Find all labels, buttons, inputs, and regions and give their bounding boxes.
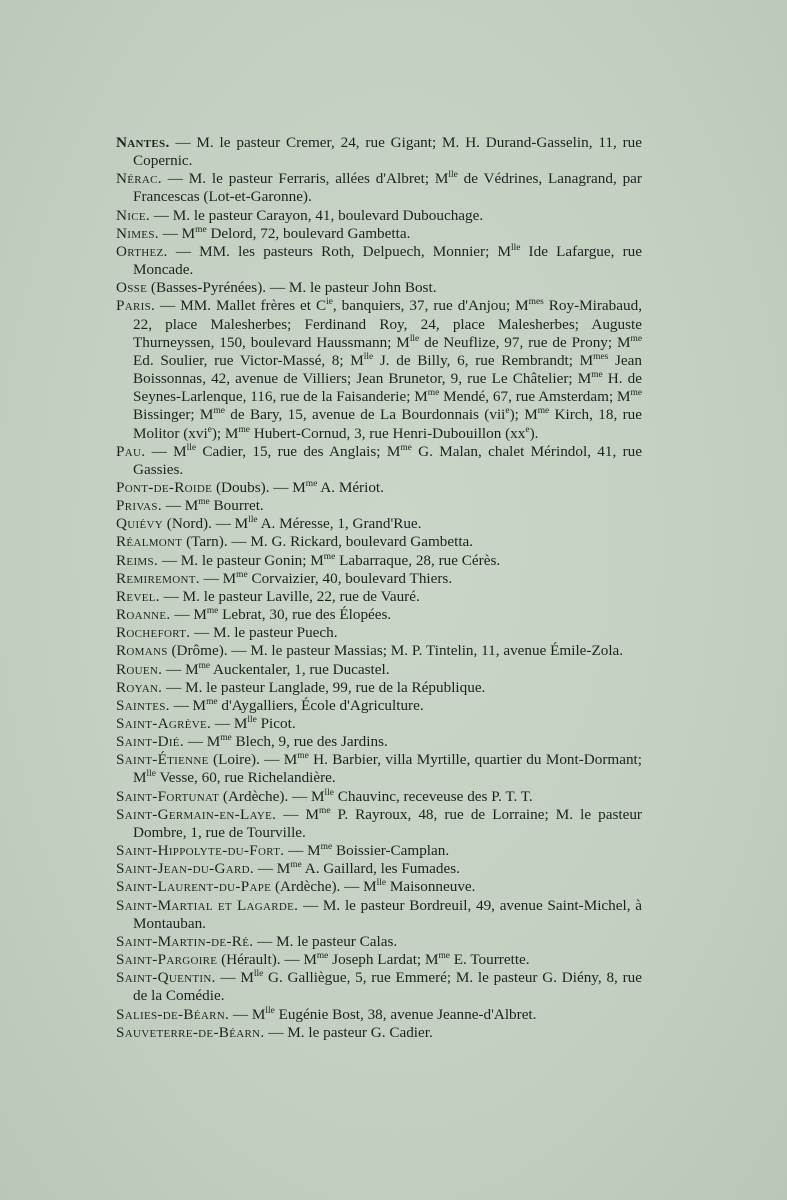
list-item — [116, 225, 642, 243]
entry-text: — M. le pasteur Langlade, 99, rue de la République. — [162, 678, 486, 696]
entry-text: (Ardèche). — $M^{lle}$ Maisonneuve. — [271, 878, 476, 896]
list-item — [116, 679, 642, 697]
place-name: Saint-Dié. — [116, 733, 184, 751]
entry-text: — $M^{lle}$ Cadier, 15, rue des Anglais; $M^{me}$ G. Malan, chalet Mérindol, 41, rue Gassies. — [133, 442, 642, 478]
list-item — [116, 806, 642, 842]
list-item — [116, 1006, 642, 1024]
place-name: Sauveterre-de-Béarn. — [116, 1023, 265, 1041]
entry-text: — $M^{me}$ Lebrat, 30, rue des Élopées. — [170, 606, 392, 624]
place-name: Saint-Germain-en-Laye. — [116, 805, 277, 823]
entry-text: — MM. Mallet frères et $C^{ie}$, banquiers, 37, rue d'Anjou; $M^{mes}$ Roy-Mirabaud, 22, place Malesherbes; Ferdinand Roy, 24, place Malesherbes; Auguste Thurneyssen, 150, boulevard Haussmann; $M^{lle}$ de Neuflize, 97, rue de Prony; $M^{me}$ Ed. Soulier, rue Victor-Massé, 8; $M^{lle}$ J. de Billy, 6, rue Rembrandt; $M^{mes}$ Jean Boissonnas, 42, avenue de Villiers; Jean Brunetor, 9, rue Le Châtelier; $M^{me}$ H. de Seynes-Larlenque, 116, rue de la Faisanderie; $M^{me}$ Mendé, 67, rue Amsterdam; $M^{me}$ Bissinger; $M^{me}$ de Bary, 15, avenue de La Bourdonnais (vii$^e$); $M^{me}$ Kirch, 18, rue Molitor (xvi$^e$); $M^{me}$ Hubert-Cornud, 3, rue Henri-Dubouillon $(xx^e)$. — [133, 297, 642, 442]
list-item — [116, 552, 642, 570]
list-item — [116, 624, 642, 642]
place-name: Remiremont. — [116, 569, 200, 587]
place-name: Réalmont — [116, 533, 183, 551]
place-name: Paris. — [116, 297, 156, 315]
list-item — [116, 642, 642, 660]
place-name: Pont-de-Roide — [116, 478, 213, 496]
list-item — [116, 878, 642, 896]
place-name: Saint-Martial et Lagarde. — [116, 896, 299, 914]
entry-text: — $M^{me}$ Corvaizier, 40, boulevard Thiers. — [199, 569, 453, 587]
list-item — [116, 443, 642, 479]
place-name: Saint-Martin-de-Ré. — [116, 932, 254, 950]
place-name: Nantes. — [116, 134, 170, 151]
place-name: Saint-Jean-du-Gard. — [116, 860, 254, 878]
entry-text: — M. le pasteur Laville, 22, rue de Vauré. — [159, 587, 420, 605]
entry-text: (Doubs). — $M^{me}$ A. Mériot. — [212, 478, 384, 496]
place-name: Reims. — [116, 551, 159, 569]
place-name: Saint-Agrève. — [116, 715, 212, 732]
entry-text: (Tarn). — M. G. Rickard, boulevard Gambetta. — [182, 533, 474, 551]
entry-text: — $M^{me}$ Blech, 9, rue des Jardins. — [183, 733, 388, 751]
entry-text: — M. le pasteur Puech. — [190, 624, 338, 642]
place-name: Nice. — [116, 206, 150, 224]
place-name: Saint-Fortunat — [116, 787, 220, 805]
entry-text: — $M^{lle}$ Picot. — [211, 714, 296, 732]
place-name: Rochefort. — [116, 624, 191, 642]
list-item — [116, 297, 642, 442]
place-name: Saint-Étienne — [116, 751, 209, 769]
place-name: Nérac. — [116, 170, 162, 188]
entry-text: (Loire). — $M^{me}$ H. Barbier, villa Myrtille, quartier du Mont-Dormant; $M^{lle}$ Vesse, 60, rue Richelandière. — [133, 751, 642, 787]
list-item — [116, 479, 642, 497]
place-name: Osse — [116, 279, 148, 297]
place-name: Salies-de-Béarn. — [116, 1005, 230, 1023]
list-item — [116, 897, 642, 933]
list-item — [116, 134, 642, 170]
entry-text: (Ardèche). — $M^{lle}$ Chauvinc, receveuse des P. T. T. — [219, 787, 533, 805]
place-name: Quiévy — [116, 515, 163, 533]
place-name: Saint-Quentin. — [116, 969, 216, 987]
entry-text: — $M^{me}$ Boissier-Camplan. — [284, 842, 450, 860]
place-name: Saint-Laurent-du-Pape — [116, 878, 272, 896]
list-item — [116, 497, 642, 515]
list-item — [116, 969, 642, 1005]
place-name: Saintes. — [116, 696, 170, 714]
list-item — [116, 1024, 642, 1042]
entry-text: (Nord). — $M^{lle}$ A. Méresse, 1, Grand'Rue. — [162, 515, 422, 533]
entry-text: — M. le pasteur Ferraris, allées d'Albret; $M^{lle}$ de Védrines, Lanagrand, par Francescas (Lot-et-Garonne). — [133, 170, 642, 206]
list-item — [116, 733, 642, 751]
entry-text: — M. le pasteur Gonin; $M^{me}$ Labarraque, 28, rue Cérès. — [158, 551, 501, 569]
list-item — [116, 588, 642, 606]
list-item — [116, 951, 642, 969]
entry-list — [116, 134, 642, 1042]
list-item — [116, 243, 642, 279]
entry-text: — $M^{me}$ Bourret. — [161, 497, 264, 515]
list-item — [116, 170, 642, 206]
list-item — [116, 788, 642, 806]
place-name: Privas. — [116, 497, 162, 515]
entry-text: — $M^{me}$ d'Aygalliers, École d'Agriculture. — [169, 696, 424, 714]
place-name: Roanne. — [116, 606, 171, 624]
entry-text: (Hérault). — $M^{me}$ Joseph Lardat; $M^{me}$ E. Tourrette. — [217, 950, 530, 969]
entry-text: — $M^{me}$ Auckentaler, 1, rue Ducastel. — [162, 660, 390, 678]
list-item — [116, 570, 642, 588]
place-name: Saint-Hippolyte-du-Fort. — [116, 842, 285, 860]
list-item — [116, 533, 642, 551]
list-item — [116, 860, 642, 878]
entry-text: — $M^{me}$ P. Rayroux, 48, rue de Lorraine; M. le pasteur Dombre, 1, rue de Tourville. — [133, 805, 642, 841]
entry-text: — $M^{me}$ A. Gaillard, les Fumades. — [253, 860, 460, 878]
place-name: Royan. — [116, 678, 163, 696]
entry-text: (Basses-Pyrénées). — M. le pasteur John Bost. — [147, 279, 437, 297]
place-name: Nimes. — [116, 224, 159, 242]
place-name: Pau. — [116, 442, 146, 460]
entry-text: — M. le pasteur Cremer, 24, rue Gigant; M. H. Durand-Gasselin, 11, rue Copernic. — [133, 134, 642, 170]
place-name: Revel. — [116, 587, 160, 605]
list-item — [116, 207, 642, 225]
list-item — [116, 661, 642, 679]
list-item — [116, 715, 642, 733]
list-item — [116, 606, 642, 624]
list-item — [116, 933, 642, 951]
entry-text: — M. le pasteur Calas. — [253, 932, 398, 950]
place-name: Romans — [116, 642, 168, 660]
entry-text: — MM. les pasteurs Roth, Delpuech, Monnier; $M^{lle}$ Ide Lafargue, rue Moncade. — [133, 242, 643, 279]
entry-text: — $M^{lle}$ G. Galliègue, 5, rue Emmeré; M. le pasteur G. Diény, 8, rue de la Comédie. — [133, 969, 642, 1005]
entry-text: — $M^{lle}$ Eugénie Bost, 38, avenue Jeanne-d'Albret. — [229, 1005, 537, 1023]
list-item — [116, 751, 642, 787]
entry-text: — $M^{me}$ Delord, 72, boulevard Gambetta. — [158, 224, 411, 242]
list-item — [116, 515, 642, 533]
list-item — [116, 279, 642, 297]
entry-text: — M. le pasteur Carayon, 41, boulevard Dubouchage. — [149, 206, 484, 224]
place-name: Saint-Pargoire — [116, 951, 218, 969]
entry-text: (Drôme). — M. le pasteur Massias; M. P. Tintelin, 11, avenue Émile-Zola. — [167, 642, 624, 660]
entry-text: — M. le pasteur G. Cadier. — [264, 1023, 433, 1041]
entry-text: — M. le pasteur Bordreuil, 49, avenue Saint-Michel, à Montauban. — [133, 896, 642, 932]
place-name: Orthez. — [116, 242, 168, 260]
list-item — [116, 842, 642, 860]
place-name: Rouen. — [116, 660, 163, 678]
list-item — [116, 697, 642, 715]
